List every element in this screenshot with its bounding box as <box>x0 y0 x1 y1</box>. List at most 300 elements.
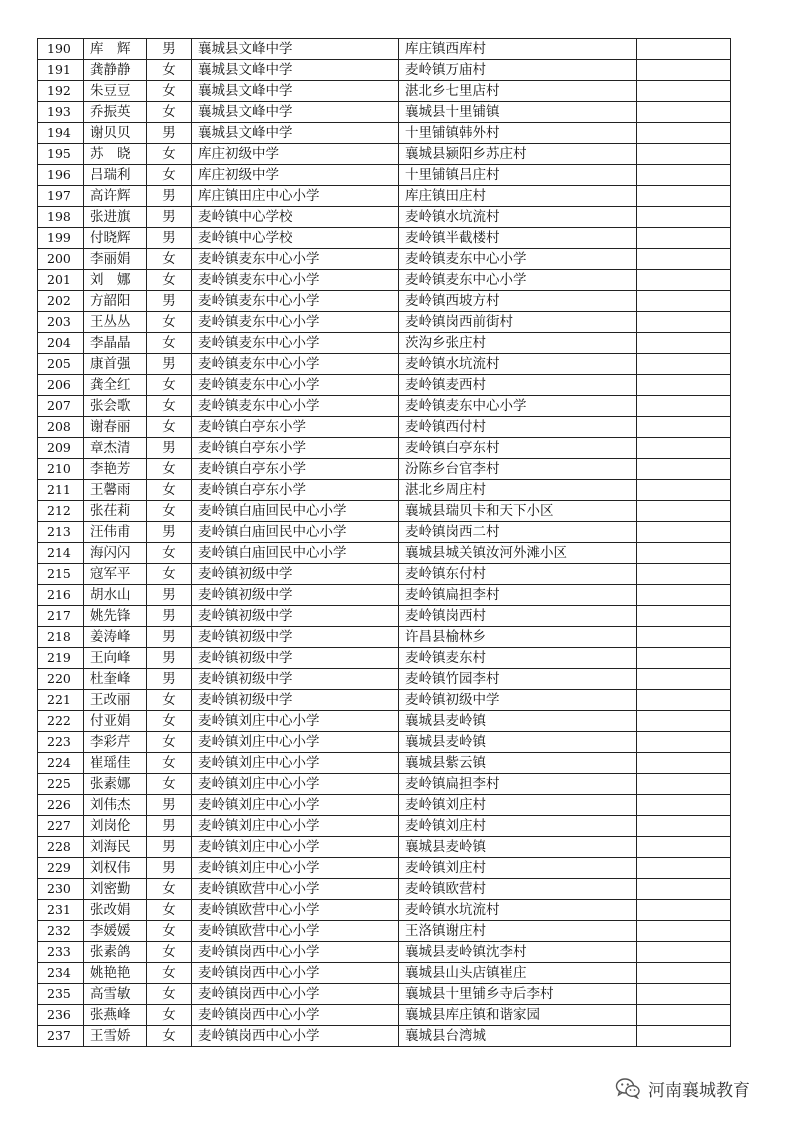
person-name: 刘密勤 <box>84 879 147 900</box>
home-address: 麦岭镇扁担李村 <box>399 585 637 606</box>
school-name: 麦岭镇岗西中心小学 <box>192 984 399 1005</box>
table-row <box>38 501 731 522</box>
row-number: 192 <box>38 81 84 102</box>
remark-cell <box>637 837 731 858</box>
home-address: 麦岭镇西坡方村 <box>399 291 637 312</box>
table-row <box>38 270 731 291</box>
person-name: 汪伟甫 <box>84 522 147 543</box>
school-name: 麦岭镇白亭东小学 <box>192 480 399 501</box>
remark-cell <box>637 774 731 795</box>
school-name: 麦岭镇初级中学 <box>192 648 399 669</box>
remark-cell <box>637 858 731 879</box>
remark-cell <box>637 291 731 312</box>
school-name: 麦岭镇初级中学 <box>192 585 399 606</box>
person-sex: 女 <box>147 270 192 291</box>
remark-cell <box>637 900 731 921</box>
person-name: 胡水山 <box>84 585 147 606</box>
person-name: 库 辉 <box>84 39 147 60</box>
home-address: 麦岭镇水坑流村 <box>399 900 637 921</box>
remark-cell <box>637 690 731 711</box>
person-sex: 女 <box>147 564 192 585</box>
table-row <box>38 207 731 228</box>
row-number: 191 <box>38 60 84 81</box>
school-name: 麦岭镇岗西中心小学 <box>192 1005 399 1026</box>
person-sex: 男 <box>147 354 192 375</box>
home-address: 襄城县麦岭镇 <box>399 732 637 753</box>
person-sex: 女 <box>147 942 192 963</box>
remark-cell <box>637 396 731 417</box>
remark-cell <box>637 501 731 522</box>
table-row <box>38 963 731 984</box>
person-name: 王向峰 <box>84 648 147 669</box>
person-sex: 女 <box>147 60 192 81</box>
person-sex: 女 <box>147 753 192 774</box>
table-row <box>38 459 731 480</box>
table-row <box>38 795 731 816</box>
person-sex: 男 <box>147 669 192 690</box>
row-number: 228 <box>38 837 84 858</box>
row-number: 232 <box>38 921 84 942</box>
home-address: 王洛镇谢庄村 <box>399 921 637 942</box>
school-name: 麦岭镇初级中学 <box>192 627 399 648</box>
table-row <box>38 1005 731 1026</box>
row-number: 212 <box>38 501 84 522</box>
remark-cell <box>637 249 731 270</box>
table-row <box>38 732 731 753</box>
home-address: 襄城县库庄镇和谐家园 <box>399 1005 637 1026</box>
person-name: 刘 娜 <box>84 270 147 291</box>
person-sex: 女 <box>147 921 192 942</box>
person-sex: 女 <box>147 900 192 921</box>
row-number: 218 <box>38 627 84 648</box>
row-number: 213 <box>38 522 84 543</box>
row-number: 231 <box>38 900 84 921</box>
home-address: 麦岭镇麦东中心小学 <box>399 249 637 270</box>
row-number: 193 <box>38 102 84 123</box>
home-address: 麦岭镇初级中学 <box>399 690 637 711</box>
home-address: 麦岭镇万庙村 <box>399 60 637 81</box>
home-address: 襄城县颍阳乡苏庄村 <box>399 144 637 165</box>
table-row <box>38 858 731 879</box>
home-address: 麦岭镇岗西前街村 <box>399 312 637 333</box>
table-row <box>38 438 731 459</box>
school-name: 襄城县文峰中学 <box>192 123 399 144</box>
row-number: 203 <box>38 312 84 333</box>
person-name: 谢春丽 <box>84 417 147 438</box>
person-name: 刘权伟 <box>84 858 147 879</box>
person-sex: 男 <box>147 858 192 879</box>
row-number: 211 <box>38 480 84 501</box>
row-number: 202 <box>38 291 84 312</box>
school-name: 麦岭镇岗西中心小学 <box>192 1026 399 1047</box>
row-number: 234 <box>38 963 84 984</box>
person-name: 李丽娟 <box>84 249 147 270</box>
home-address: 十里铺镇吕庄村 <box>399 165 637 186</box>
person-sex: 女 <box>147 879 192 900</box>
school-name: 麦岭镇麦东中心小学 <box>192 312 399 333</box>
person-name: 刘海民 <box>84 837 147 858</box>
school-name: 麦岭镇初级中学 <box>192 564 399 585</box>
person-sex: 女 <box>147 480 192 501</box>
row-number: 210 <box>38 459 84 480</box>
row-number: 221 <box>38 690 84 711</box>
home-address: 库庄镇西库村 <box>399 39 637 60</box>
school-name: 麦岭镇白亭东小学 <box>192 438 399 459</box>
person-sex: 男 <box>147 585 192 606</box>
remark-cell <box>637 942 731 963</box>
table-row <box>38 249 731 270</box>
school-name: 襄城县文峰中学 <box>192 60 399 81</box>
home-address: 麦岭镇刘庄村 <box>399 816 637 837</box>
table-row <box>38 669 731 690</box>
home-address: 麦岭镇欧营村 <box>399 879 637 900</box>
school-name: 麦岭镇刘庄中心小学 <box>192 837 399 858</box>
row-number: 233 <box>38 942 84 963</box>
person-sex: 女 <box>147 774 192 795</box>
table-row <box>38 81 731 102</box>
row-number: 226 <box>38 795 84 816</box>
remark-cell <box>637 711 731 732</box>
row-number: 222 <box>38 711 84 732</box>
table-row <box>38 879 731 900</box>
table-row <box>38 39 731 60</box>
school-name: 麦岭镇麦东中心小学 <box>192 249 399 270</box>
person-name: 张进旗 <box>84 207 147 228</box>
remark-cell <box>637 984 731 1005</box>
school-name: 麦岭镇刘庄中心小学 <box>192 858 399 879</box>
person-name: 王丛丛 <box>84 312 147 333</box>
table-row <box>38 123 731 144</box>
person-name: 乔振英 <box>84 102 147 123</box>
person-name: 谢贝贝 <box>84 123 147 144</box>
table-row <box>38 186 731 207</box>
remark-cell <box>637 417 731 438</box>
home-address: 库庄镇田庄村 <box>399 186 637 207</box>
home-address: 襄城县十里铺镇 <box>399 102 637 123</box>
remark-cell <box>637 375 731 396</box>
row-number: 214 <box>38 543 84 564</box>
home-address: 麦岭镇水坑流村 <box>399 207 637 228</box>
person-name: 龚全红 <box>84 375 147 396</box>
row-number: 236 <box>38 1005 84 1026</box>
row-number: 217 <box>38 606 84 627</box>
home-address: 麦岭镇岗西二村 <box>399 522 637 543</box>
table-row <box>38 774 731 795</box>
school-name: 麦岭镇麦东中心小学 <box>192 354 399 375</box>
home-address: 许昌县榆林乡 <box>399 627 637 648</box>
person-sex: 女 <box>147 459 192 480</box>
remark-cell <box>637 879 731 900</box>
row-number: 215 <box>38 564 84 585</box>
school-name: 麦岭镇刘庄中心小学 <box>192 711 399 732</box>
row-number: 204 <box>38 333 84 354</box>
remark-cell <box>637 270 731 291</box>
person-sex: 女 <box>147 732 192 753</box>
row-number: 216 <box>38 585 84 606</box>
person-name: 姚先锋 <box>84 606 147 627</box>
person-sex: 男 <box>147 795 192 816</box>
remark-cell <box>637 732 731 753</box>
table-row <box>38 354 731 375</box>
table-row <box>38 753 731 774</box>
row-number: 190 <box>38 39 84 60</box>
row-number: 229 <box>38 858 84 879</box>
person-sex: 女 <box>147 1026 192 1047</box>
remark-cell <box>637 753 731 774</box>
watermark <box>615 1074 750 1102</box>
school-name: 麦岭镇初级中学 <box>192 669 399 690</box>
table-row <box>38 165 731 186</box>
table-row <box>38 291 731 312</box>
person-name: 姚艳艳 <box>84 963 147 984</box>
home-address: 襄城县城关镇汝河外滩小区 <box>399 543 637 564</box>
person-sex: 男 <box>147 627 192 648</box>
person-sex: 男 <box>147 606 192 627</box>
row-number: 199 <box>38 228 84 249</box>
remark-cell <box>637 459 731 480</box>
row-number: 209 <box>38 438 84 459</box>
table-row <box>38 102 731 123</box>
table-row <box>38 543 731 564</box>
remark-cell <box>637 312 731 333</box>
home-address: 湛北乡周庄村 <box>399 480 637 501</box>
home-address: 襄城县紫云镇 <box>399 753 637 774</box>
table-row <box>38 333 731 354</box>
roster-table <box>37 38 731 1047</box>
person-name: 张素娜 <box>84 774 147 795</box>
person-sex: 女 <box>147 144 192 165</box>
remark-cell <box>637 963 731 984</box>
remark-cell <box>637 207 731 228</box>
school-name: 麦岭镇岗西中心小学 <box>192 963 399 984</box>
school-name: 麦岭镇刘庄中心小学 <box>192 732 399 753</box>
home-address: 襄城县山头店镇崔庄 <box>399 963 637 984</box>
person-sex: 男 <box>147 39 192 60</box>
home-address: 麦岭镇白亭东村 <box>399 438 637 459</box>
person-sex: 男 <box>147 123 192 144</box>
school-name: 麦岭镇欧营中心小学 <box>192 879 399 900</box>
home-address: 麦岭镇岗西村 <box>399 606 637 627</box>
remark-cell <box>637 60 731 81</box>
school-name: 麦岭镇初级中学 <box>192 606 399 627</box>
home-address: 麦岭镇麦东中心小学 <box>399 396 637 417</box>
home-address: 麦岭镇半截楼村 <box>399 228 637 249</box>
row-number: 224 <box>38 753 84 774</box>
table-row <box>38 606 731 627</box>
person-sex: 男 <box>147 837 192 858</box>
school-name: 麦岭镇刘庄中心小学 <box>192 795 399 816</box>
person-sex: 女 <box>147 312 192 333</box>
remark-cell <box>637 186 731 207</box>
table-row <box>38 816 731 837</box>
person-name: 方韶阳 <box>84 291 147 312</box>
person-sex: 女 <box>147 249 192 270</box>
table-row <box>38 585 731 606</box>
home-address: 麦岭镇水坑流村 <box>399 354 637 375</box>
person-name: 张改娟 <box>84 900 147 921</box>
remark-cell <box>637 522 731 543</box>
person-sex: 女 <box>147 543 192 564</box>
person-sex: 女 <box>147 984 192 1005</box>
person-name: 吕瑞利 <box>84 165 147 186</box>
school-name: 襄城县文峰中学 <box>192 39 399 60</box>
row-number: 206 <box>38 375 84 396</box>
person-sex: 男 <box>147 816 192 837</box>
school-name: 麦岭镇中心学校 <box>192 207 399 228</box>
row-number: 197 <box>38 186 84 207</box>
person-name: 高雪敏 <box>84 984 147 1005</box>
row-number: 225 <box>38 774 84 795</box>
person-name: 李晶晶 <box>84 333 147 354</box>
row-number: 198 <box>38 207 84 228</box>
table-row <box>38 984 731 1005</box>
person-sex: 男 <box>147 438 192 459</box>
home-address: 麦岭镇西付村 <box>399 417 637 438</box>
school-name: 库庄镇田庄中心小学 <box>192 186 399 207</box>
person-name: 刘岗伦 <box>84 816 147 837</box>
remark-cell <box>637 39 731 60</box>
home-address: 麦岭镇麦东中心小学 <box>399 270 637 291</box>
home-address: 襄城县麦岭镇 <box>399 711 637 732</box>
home-address: 麦岭镇东付村 <box>399 564 637 585</box>
table-row <box>38 228 731 249</box>
school-name: 麦岭镇初级中学 <box>192 690 399 711</box>
person-sex: 女 <box>147 501 192 522</box>
person-name: 王馨雨 <box>84 480 147 501</box>
school-name: 麦岭镇白庙回民中心小学 <box>192 543 399 564</box>
person-sex: 女 <box>147 81 192 102</box>
remark-cell <box>637 627 731 648</box>
person-sex: 女 <box>147 963 192 984</box>
table-row <box>38 690 731 711</box>
home-address: 湛北乡七里店村 <box>399 81 637 102</box>
person-sex: 女 <box>147 102 192 123</box>
home-address: 十里铺镇韩外村 <box>399 123 637 144</box>
home-address: 襄城县麦岭镇 <box>399 837 637 858</box>
remark-cell <box>637 795 731 816</box>
person-name: 王雪娇 <box>84 1026 147 1047</box>
remark-cell <box>637 438 731 459</box>
school-name: 麦岭镇岗西中心小学 <box>192 942 399 963</box>
person-sex: 女 <box>147 396 192 417</box>
row-number: 196 <box>38 165 84 186</box>
person-sex: 男 <box>147 186 192 207</box>
home-address: 麦岭镇麦西村 <box>399 375 637 396</box>
home-address: 麦岭镇刘庄村 <box>399 858 637 879</box>
school-name: 麦岭镇白庙回民中心小学 <box>192 522 399 543</box>
row-number: 201 <box>38 270 84 291</box>
home-address: 襄城县台湾城 <box>399 1026 637 1047</box>
home-address: 襄城县十里铺乡寺后李村 <box>399 984 637 1005</box>
table-row <box>38 312 731 333</box>
person-name: 刘伟杰 <box>84 795 147 816</box>
person-name: 崔瑶佳 <box>84 753 147 774</box>
table-row <box>38 921 731 942</box>
person-sex: 女 <box>147 375 192 396</box>
home-address: 襄城县麦岭镇沈李村 <box>399 942 637 963</box>
home-address: 茨沟乡张庄村 <box>399 333 637 354</box>
row-number: 223 <box>38 732 84 753</box>
person-name: 海闪闪 <box>84 543 147 564</box>
remark-cell <box>637 816 731 837</box>
person-name: 李彩芹 <box>84 732 147 753</box>
remark-cell <box>637 564 731 585</box>
school-name: 麦岭镇麦东中心小学 <box>192 291 399 312</box>
row-number: 227 <box>38 816 84 837</box>
person-name: 付晓辉 <box>84 228 147 249</box>
person-sex: 女 <box>147 165 192 186</box>
person-sex: 男 <box>147 648 192 669</box>
person-name: 张燕峰 <box>84 1005 147 1026</box>
table-row <box>38 942 731 963</box>
row-number: 194 <box>38 123 84 144</box>
table-row <box>38 480 731 501</box>
school-name: 麦岭镇麦东中心小学 <box>192 396 399 417</box>
table-row <box>38 1026 731 1047</box>
row-number: 220 <box>38 669 84 690</box>
home-address: 麦岭镇麦东村 <box>399 648 637 669</box>
person-name: 姜涛峰 <box>84 627 147 648</box>
row-number: 219 <box>38 648 84 669</box>
row-number: 200 <box>38 249 84 270</box>
school-name: 库庄初级中学 <box>192 144 399 165</box>
remark-cell <box>637 921 731 942</box>
person-name: 朱豆豆 <box>84 81 147 102</box>
person-name: 寇军平 <box>84 564 147 585</box>
row-number: 235 <box>38 984 84 1005</box>
school-name: 麦岭镇白亭东小学 <box>192 417 399 438</box>
school-name: 麦岭镇麦东中心小学 <box>192 333 399 354</box>
remark-cell <box>637 165 731 186</box>
school-name: 库庄初级中学 <box>192 165 399 186</box>
table-row <box>38 900 731 921</box>
person-sex: 女 <box>147 417 192 438</box>
table-row <box>38 144 731 165</box>
person-sex: 女 <box>147 333 192 354</box>
person-name: 付亚娟 <box>84 711 147 732</box>
roster-table-body <box>38 39 731 1047</box>
remark-cell <box>637 480 731 501</box>
school-name: 襄城县文峰中学 <box>192 102 399 123</box>
row-number: 208 <box>38 417 84 438</box>
person-name: 章杰清 <box>84 438 147 459</box>
row-number: 195 <box>38 144 84 165</box>
row-number: 237 <box>38 1026 84 1047</box>
person-sex: 男 <box>147 522 192 543</box>
remark-cell <box>637 606 731 627</box>
remark-cell <box>637 648 731 669</box>
remark-cell <box>637 81 731 102</box>
person-sex: 男 <box>147 228 192 249</box>
table-row <box>38 60 731 81</box>
remark-cell <box>637 669 731 690</box>
person-sex: 男 <box>147 207 192 228</box>
remark-cell <box>637 585 731 606</box>
remark-cell <box>637 123 731 144</box>
remark-cell <box>637 144 731 165</box>
watermark-text: 河南襄城教育 <box>648 1080 750 1101</box>
person-sex: 女 <box>147 1005 192 1026</box>
home-address: 麦岭镇刘庄村 <box>399 795 637 816</box>
table-row <box>38 522 731 543</box>
school-name: 麦岭镇刘庄中心小学 <box>192 816 399 837</box>
school-name: 麦岭镇麦东中心小学 <box>192 375 399 396</box>
table-row <box>38 396 731 417</box>
school-name: 麦岭镇中心学校 <box>192 228 399 249</box>
person-name: 杜奎峰 <box>84 669 147 690</box>
table-row <box>38 375 731 396</box>
row-number: 230 <box>38 879 84 900</box>
